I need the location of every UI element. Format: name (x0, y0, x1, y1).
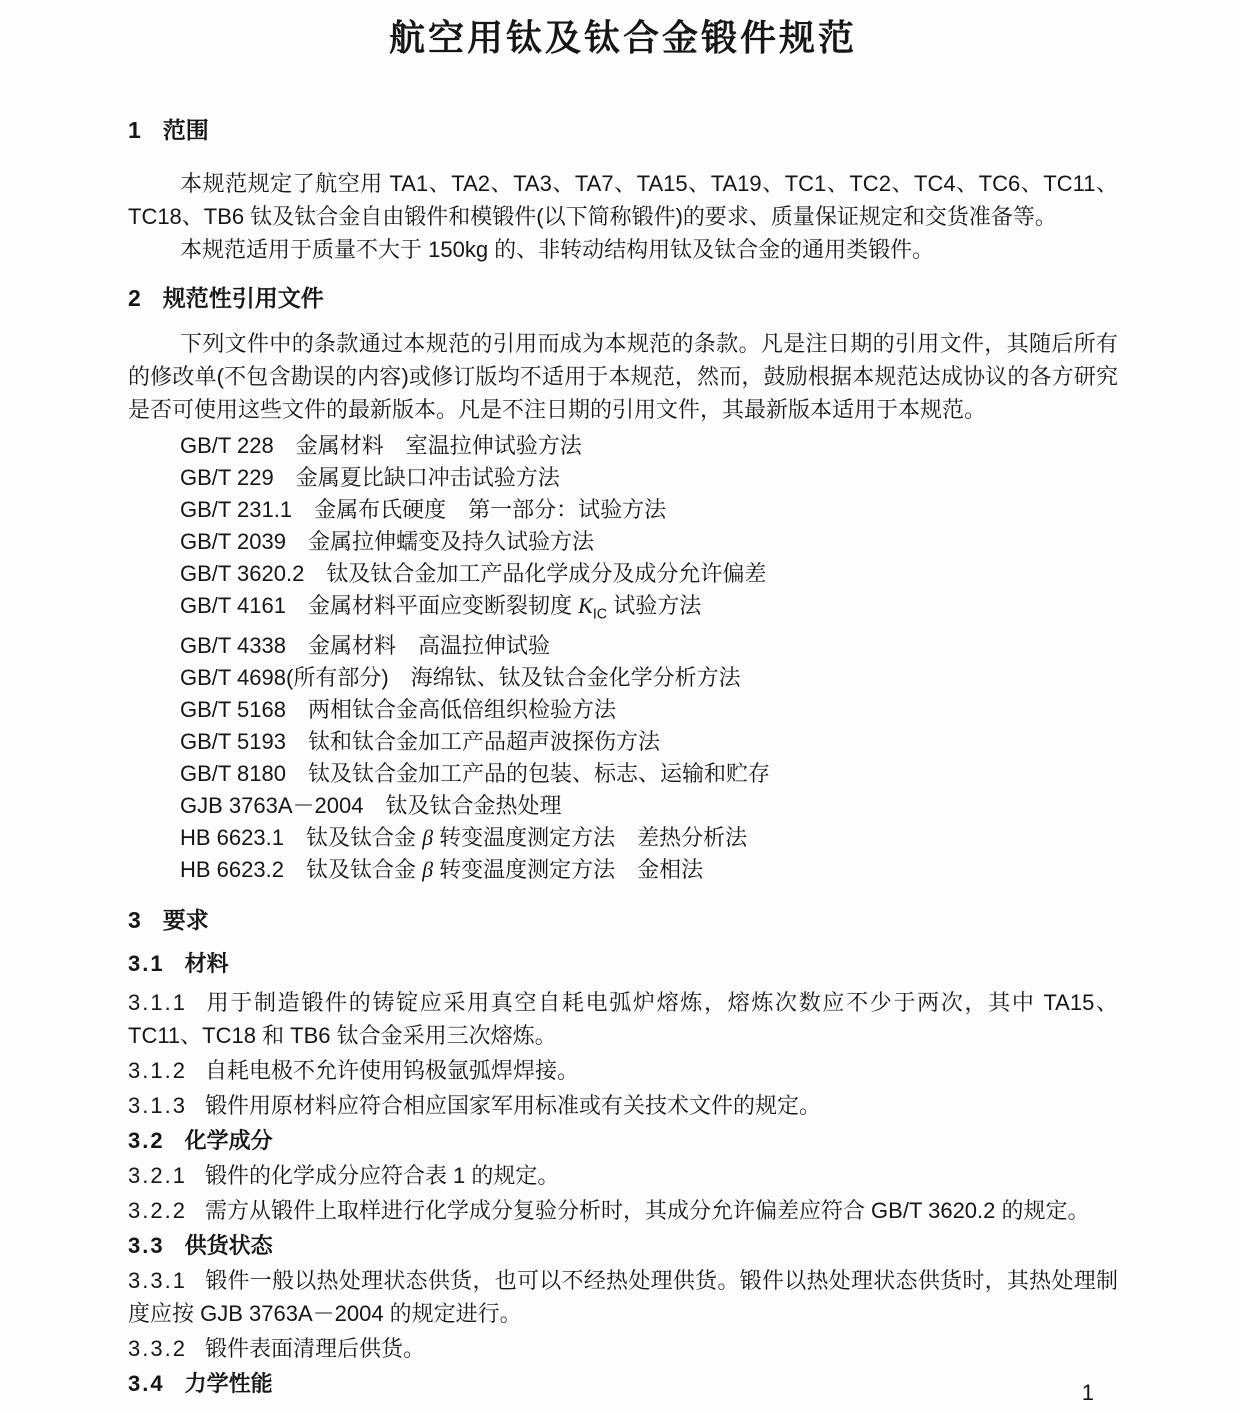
clause-text: 用于制造锻件的铸锭应采用真空自耗电弧炉熔炼，熔炼次数应不少于两次，其中 TA15、TC11、TC18 和 TB6 钛合金采用三次熔炼。 (128, 990, 1118, 1049)
reference-code: GB/T 5193 (180, 729, 286, 755)
clause-3-1-2 (128, 1054, 1118, 1087)
reference-title: 金属拉伸蠕变及持久试验方法 (308, 529, 595, 554)
reference-title: 海绵钛、钛及钛合金化学分析方法 (410, 665, 741, 691)
reference-item (128, 558, 1118, 590)
reference-title: 金属材料平面应变断裂韧度 $K_{IC}$ 试验方法 (308, 593, 702, 623)
scope-paragraph-2: 本规范适用于质量不大于 150kg 的、非转动结构用钛及钛合金的通用类锻件。 (180, 237, 935, 262)
clause-3-1-1 (128, 986, 1118, 1052)
section-3-title: 要求 (162, 907, 209, 934)
reference-code: GB/T 8180 (180, 761, 286, 787)
clause-number: 3.1.1 (128, 990, 187, 1016)
reference-item (128, 526, 1118, 558)
clause-text: 自耗电极不允许使用钨极氩弧焊焊接。 (204, 1058, 579, 1084)
reference-code: GB/T 4161 (180, 593, 286, 618)
subsection-3-4-heading: 3.4 力学性能 (128, 1371, 273, 1397)
reference-code: GB/T 3620.2 (180, 561, 305, 586)
references-list (128, 430, 1118, 886)
symbol-subscript: IC (592, 606, 608, 623)
clause-3-1-3 (128, 1089, 1118, 1122)
reference-item (128, 726, 1118, 758)
fracture-toughness-symbol: K (578, 593, 593, 618)
clause-number: 3.1.3 (128, 1093, 187, 1119)
clause-3-3-1 (128, 1264, 1118, 1330)
reference-title: 钛及钛合金加工产品的包装、标志、运输和贮存 (308, 761, 771, 787)
reference-title: 两相钛合金高低倍组织检验方法 (308, 697, 617, 723)
subsection-3-1-heading: 3.1 材料 (128, 951, 229, 977)
section-3-heading (128, 904, 1118, 937)
scope-paragraph-1: 本规范规定了航空用 TA1、TA2、TA3、TA7、TA15、TA19、TC1、TC2、TC4、TC6、TC11、TC18、TB6 钛及钛合金自由锻件和模锻件(以下简称锻件)的要求、质量保证规定和交货准备等。 (128, 171, 1118, 229)
clause-number: 3.3.1 (128, 1268, 187, 1294)
section-2-heading (128, 282, 1118, 315)
beta-symbol: β (422, 825, 434, 851)
section-2-title: 规范性引用文件 (162, 285, 324, 311)
reference-item (128, 758, 1118, 790)
subsection-3-3-heading: 3.3 供货状态 (128, 1233, 273, 1259)
reference-item (128, 462, 1118, 494)
section-3-number: 3 (128, 907, 143, 934)
clause-text: 需方从锻件上取样进行化学成分复验分析时，其成分允许偏差应符合 GB/T 3620.2 的规定。 (204, 1198, 1090, 1224)
reference-code: GB/T 5168 (180, 697, 286, 723)
beta-symbol: β (422, 857, 434, 883)
reference-item (128, 694, 1118, 726)
reference-code: GJB 3763A－2004 (180, 793, 364, 819)
reference-code: HB 6623.1 (180, 825, 284, 851)
reference-title: 金属材料 室温拉伸试验方法 (295, 433, 582, 458)
section-2-number: 2 (128, 285, 143, 311)
reference-code: GB/T 4338 (180, 633, 286, 659)
reference-code: GB/T 2039 (180, 529, 286, 554)
reference-title: 钛及钛合金加工产品化学成分及成分允许偏差 (326, 561, 767, 586)
reference-item (128, 854, 1118, 886)
reference-item (128, 494, 1118, 526)
clause-3-2-1 (128, 1159, 1118, 1192)
reference-title: 金属夏比缺口冲击试验方法 (295, 465, 560, 490)
references-intro-paragraph: 下列文件中的条款通过本规范的引用而成为本规范的条款。凡是注日期的引用文件，其随后所有的修改单(不包含勘误的内容)或修订版均不适用于本规范，然而，鼓励根据本规范达成协议的各方研究是否可使用这些文件的最新版本。凡是不注日期的引用文件，其最新版本适用于本规范。 (128, 331, 1118, 422)
clause-text: 锻件用原材料应符合相应国家军用标准或有关技术文件的规定。 (204, 1093, 821, 1119)
reference-item (128, 662, 1118, 694)
reference-item (128, 430, 1118, 462)
reference-code: HB 6623.2 (180, 857, 284, 883)
reference-code: GB/T 4698(所有部分) (180, 665, 389, 691)
section-1-number: 1 (128, 117, 143, 143)
reference-code: GB/T 231.1 (180, 497, 293, 522)
clause-text: 锻件的化学成分应符合表 1 的规定。 (204, 1163, 560, 1189)
reference-item (128, 630, 1118, 662)
reference-item (128, 822, 1118, 854)
clause-text: 锻件表面清理后供货。 (204, 1336, 425, 1362)
reference-code: GB/T 228 (180, 433, 274, 458)
reference-code: GB/T 229 (180, 465, 274, 490)
reference-title: 钛和钛合金加工产品超声波探伤方法 (308, 729, 661, 755)
reference-title: 钛及钛合金 β 转变温度测定方法 差热分析法 (305, 825, 748, 851)
document-title: 航空用钛及钛合金锻件规范 (388, 17, 857, 58)
section-1-heading (128, 114, 1118, 147)
reference-item (128, 790, 1118, 822)
reference-title: 钛及钛合金 β 转变温度测定方法 金相法 (305, 857, 704, 883)
clause-number: 3.2.1 (128, 1163, 187, 1189)
clause-3-3-2 (128, 1332, 1118, 1365)
reference-title: 钛及钛合金热处理 (385, 793, 562, 819)
clause-text: 锻件一般以热处理状态供货，也可以不经热处理供货。锻件以热处理状态供货时，其热处理制度应按 GJB 3763A－2004 的规定进行。 (128, 1268, 1118, 1327)
clause-3-2-2 (128, 1194, 1118, 1227)
reference-item (128, 590, 1118, 630)
clause-number: 3.3.2 (128, 1336, 187, 1362)
reference-title: 金属材料 高温拉伸试验 (308, 633, 551, 659)
page-number: 1 (1081, 1380, 1094, 1405)
clause-number: 3.1.2 (128, 1058, 187, 1084)
subsection-3-2-heading: 3.2 化学成分 (128, 1128, 273, 1154)
clause-number: 3.2.2 (128, 1198, 187, 1224)
section-1-title: 范围 (162, 117, 209, 143)
reference-title: 金属布氏硬度 第一部分：试验方法 (314, 497, 667, 522)
